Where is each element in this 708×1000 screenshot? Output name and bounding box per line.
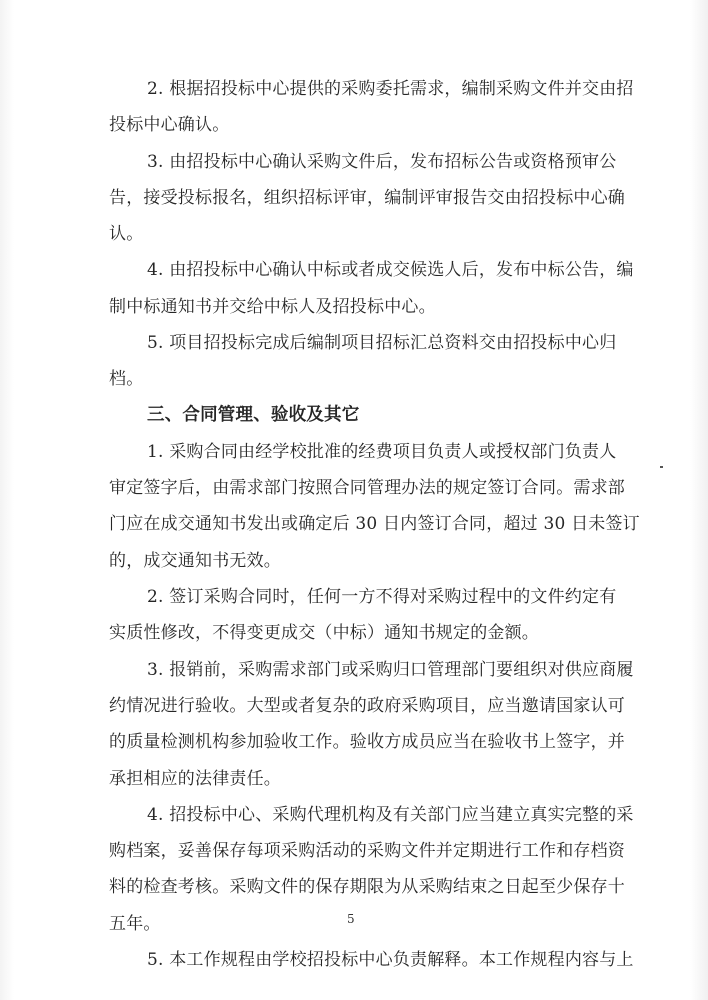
text-line: 1. 采购合同由经学校批准的经费项目负责人或授权部门负责人 bbox=[147, 442, 617, 462]
text-line: 2. 签订采购合同时，任何一方不得对采购过程中的文件约定有 bbox=[147, 587, 617, 607]
text-line: 2. 根据招投标中心提供的采购委托需求，编制采购文件并交由招 bbox=[147, 79, 634, 99]
text-line: 4. 招投标中心、采购代理机构及有关部门应当建立真实完整的采 bbox=[147, 805, 634, 825]
text-line: 购档案，妥善保存每项采购活动的采购文件并定期进行工作和存档资 bbox=[109, 841, 625, 861]
scan-speck bbox=[660, 466, 663, 468]
text-line: 3. 报销前，采购需求部门或采购归口管理部门要组织对供应商履 bbox=[147, 660, 634, 680]
text-line: 3. 由招投标中心确认采购文件后，发布招标公告或资格预审公 bbox=[147, 152, 617, 172]
text-line: 的，成交通知书无效。 bbox=[109, 551, 281, 571]
text-line: 5. 本工作规程由学校招投标中心负责解释。本工作规程内容与上 bbox=[147, 950, 634, 970]
text-line: 4. 由招投标中心确认中标或者成交候选人后，发布中标公告，编 bbox=[147, 260, 634, 280]
text-line: 料的检查考核。采购文件的保存期限为从采购结束之日起至少保存十 bbox=[109, 877, 625, 897]
text-line: 档。 bbox=[109, 369, 144, 389]
text-line: 5. 项目招投标完成后编制项目招标汇总资料交由招投标中心归 bbox=[147, 333, 617, 353]
text-line: 的质量检测机构参加验收工作。验收方成员应当在验收书上签字，并 bbox=[109, 732, 625, 752]
text-line: 制中标通知书并交给中标人及招投标中心。 bbox=[109, 297, 436, 317]
text-line: 承担相应的法律责任。 bbox=[109, 769, 281, 789]
text-line: 门应在成交通知书发出或确定后 30 日内签订合同，超过 30 日未签订 bbox=[109, 514, 640, 534]
text-line: 投标中心确认。 bbox=[109, 115, 230, 135]
text-line: 审定签字后，由需求部门按照合同管理办法的规定签订合同。需求部 bbox=[109, 478, 625, 498]
text-line: 实质性修改，不得变更成交（中标）通知书规定的金额。 bbox=[109, 623, 539, 643]
text-line: 认。 bbox=[109, 224, 144, 244]
section-heading: 三、合同管理、验收及其它 bbox=[147, 405, 360, 425]
text-line: 告，接受投标报名，组织招标评审，编制评审报告交由招投标中心确 bbox=[109, 188, 625, 208]
text-line: 约情况进行验收。大型或者复杂的政府采购项目，应当邀请国家认可 bbox=[109, 696, 625, 716]
page-number: 5 bbox=[347, 912, 355, 926]
text-line: 五年。 bbox=[109, 914, 161, 934]
